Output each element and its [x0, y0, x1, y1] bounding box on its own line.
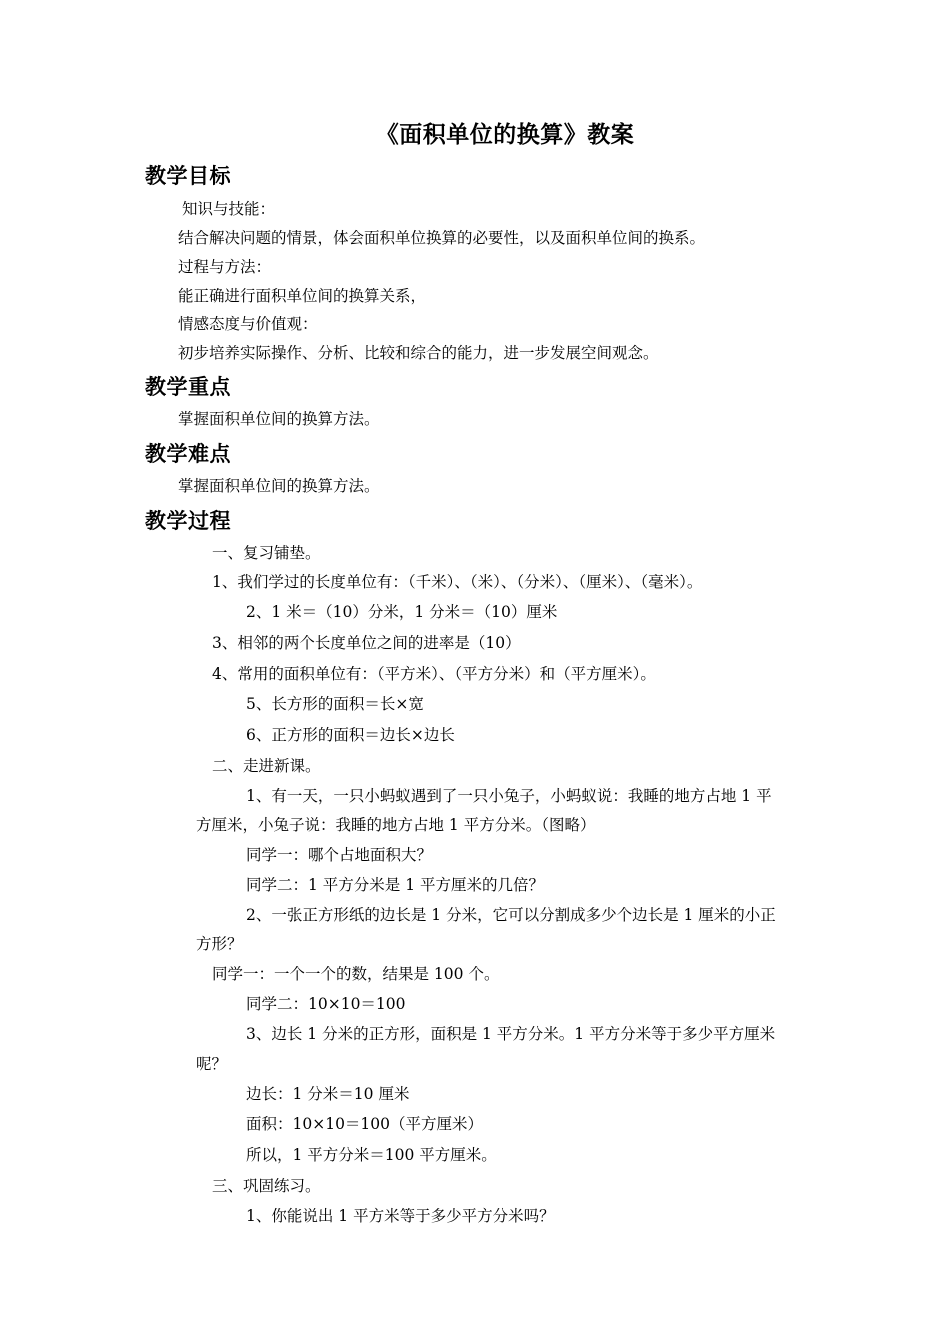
- process-line: 边长：1 分米＝10 厘米: [246, 1085, 410, 1103]
- process-line: 1、我们学过的长度单位有：（千米）、（米）、（分米）、（厘米）、（毫米）。: [212, 573, 703, 591]
- process-line: 方形？: [196, 935, 243, 953]
- process-line: 方厘米，小兔子说：我睡的地方占地 1 平方分米。（图略）: [196, 816, 596, 834]
- goals-line: 结合解决问题的情景，体会面积单位换算的必要性，以及面积单位间的换系。: [178, 229, 706, 247]
- process-line: 呢？: [196, 1055, 228, 1073]
- process-line: 1、你能说出 1 平方米等于多少平方分米吗？: [246, 1207, 555, 1225]
- process-line: 2、一张正方形纸的边长是 1 分米，它可以分割成多少个边长是 1 厘米的小正: [246, 906, 776, 924]
- document-title: 《面积单位的换算》教案: [375, 121, 635, 148]
- process-line: 三、巩固练习。: [212, 1177, 321, 1195]
- goals-line: 情感态度与价值观：: [178, 315, 318, 333]
- key-points-line: 掌握面积单位间的换算方法。: [178, 410, 380, 428]
- process-line: 1、有一天，一只小蚂蚁遇到了一只小兔子，小蚂蚁说：我睡的地方占地 1 平: [246, 787, 772, 805]
- heading-key-points: 教学重点: [145, 374, 231, 399]
- heading-goals: 教学目标: [145, 163, 231, 188]
- process-line: 同学一：哪个占地面积大？: [246, 846, 433, 864]
- goals-line: 知识与技能：: [182, 200, 276, 218]
- difficulties-line: 掌握面积单位间的换算方法。: [178, 477, 380, 495]
- process-line: 面积：10×10＝100（平方厘米）: [246, 1115, 484, 1133]
- process-line: 二、走进新课。: [212, 757, 321, 775]
- heading-difficulties: 教学难点: [145, 441, 231, 466]
- heading-process: 教学过程: [145, 508, 231, 533]
- goals-line: 初步培养实际操作、分析、比较和综合的能力，进一步发展空间观念。: [178, 344, 659, 362]
- process-line: 3、相邻的两个长度单位之间的进率是（10）: [212, 634, 521, 652]
- goals-line: 能正确进行面积单位间的换算关系，: [178, 287, 427, 305]
- process-line: 4、常用的面积单位有：（平方米）、（平方分米）和（平方厘米）。: [212, 665, 656, 683]
- process-line: 3、边长 1 分米的正方形，面积是 1 平方分米。1 平方分米等于多少平方厘米: [246, 1025, 776, 1043]
- process-line: 一、复习铺垫。: [212, 544, 321, 562]
- process-line: 同学二：10×10＝100: [246, 995, 406, 1013]
- goals-line: 过程与方法：: [178, 258, 272, 276]
- process-line: 5、长方形的面积＝长×宽: [246, 695, 424, 713]
- process-line: 同学一：一个一个的数，结果是 100 个。: [212, 965, 500, 983]
- process-line: 同学二：1 平方分米是 1 平方厘米的几倍？: [246, 876, 545, 894]
- process-line: 6、正方形的面积＝边长×边长: [246, 726, 455, 744]
- process-line: 2、1 米＝（10）分米，1 分米＝（10）厘米: [246, 603, 558, 621]
- process-line: 所以，1 平方分米＝100 平方厘米。: [246, 1146, 497, 1164]
